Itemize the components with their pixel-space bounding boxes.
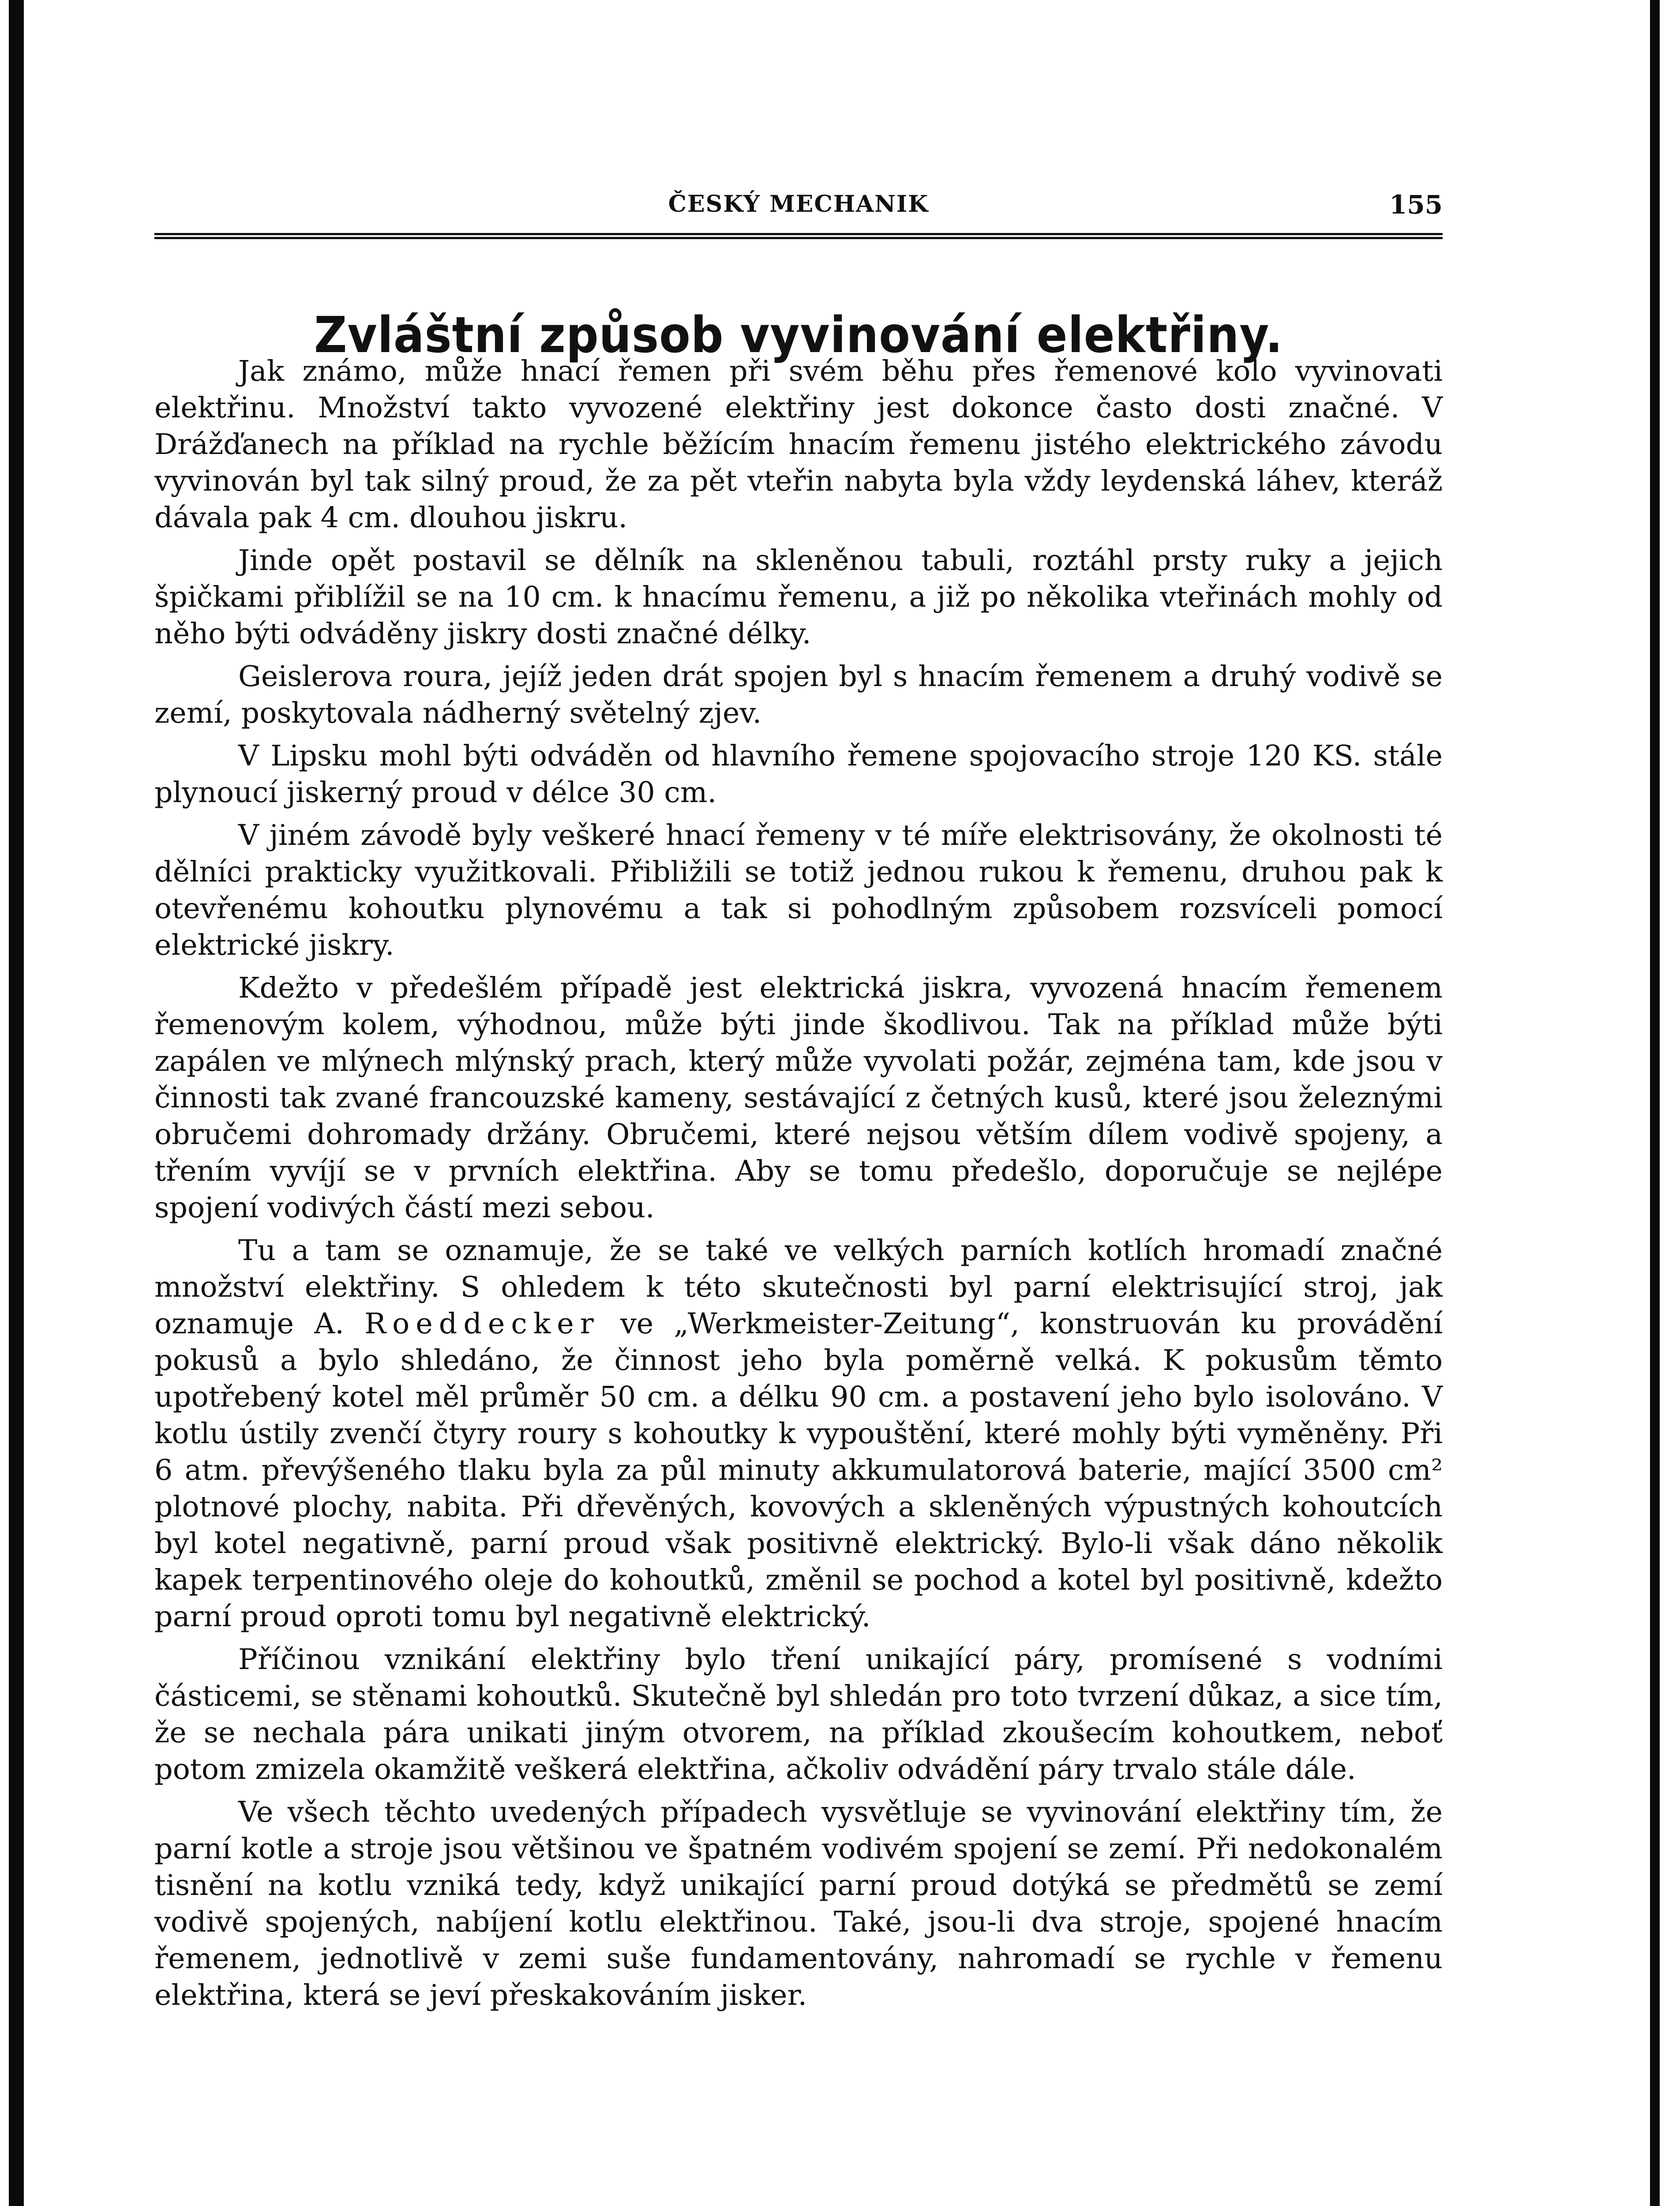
paragraph-1: Jak známo, může hnací řemen při svém běhu přes řemenové kolo vyvinovati elektřinu. Množství takto vyvozené elektřiny jest dokonce často dosti značné. V Drážďanech na příklad na rychle běžícím hnacím řemenu jistého elektrického závodu vyvinován byl tak silný proud, že za pět vteřin nabyta byla vždy leydenská láhev, kteráž dávala pak 4 cm. dlouhou jiskru. — [154, 355, 1443, 534]
author-name: Roeddecker — [364, 1307, 600, 1340]
paragraph-3: Geislerova roura, jejíž jeden drát spojen byl s hnacím řemenem a druhý vodivě se zemí, poskytovala nádherný světelný zjev. — [154, 660, 1443, 730]
paragraph-2: Jinde opět postavil se dělník na skleněnou tabuli, roztáhl prsty ruky a jejich špičkami přiblížil se na 10 cm. k hnacímu řemenu, a již po několika vteřinách mohly od něho býti odváděny jiskry dosti značné délky. — [154, 544, 1443, 650]
article-body — [154, 353, 1443, 2020]
article-title: Zvláštní způsob vyvinování elektřiny. — [314, 307, 1283, 364]
paragraph-5: V jiném závodě byly veškeré hnací řemeny v té míře elektrisovány, že okolnosti té dělníci prakticky využitkovali. Přibližili se totiž jednou rukou k řemenu, druhou pak k otevřenému kohoutku plynovému a tak si pohodlným způsobem rozsvíceli pomocí elektrické jiskry. — [154, 819, 1443, 962]
paragraph-6: Kdežto v předešlém případě jest elektrická jiskra, vyvozená hnacím řemenem řemenovým kolem, výhodnou, může býti jinde škodlivou. Tak na příklad může býti zapálen ve mlýnech mlýnský prach, který může vyvolati požár, zejména tam, kde jsou v činnosti tak zvané francouzské kameny, sestávající z četných kusů, které jsou železnými obručemi dohromady držány. Obručemi, které nejsou větším dílem vodivě spojeny, a třením vyvíjí se v prvních elektřina. Aby se tomu předešlo, doporučuje se nejlépe spojení vodivých částí mezi sebou. — [154, 972, 1443, 1224]
page-header — [154, 185, 1443, 221]
page-number: 155 — [1389, 190, 1443, 220]
paragraph-9: Ve všech těchto uvedených případech vysvětluje se vyvinování elektřiny tím, že parní kotle a stroje jsou většinou ve špatném vodivém spojení se zemí. Při nedokonalém tisnění na kotlu vzniká tedy, když unikající parní proud dotýká se předmětů se zemí vodivě spojených, nabíjení kotlu elektřinou. Také, jsou-li dva stroje, spojené hnacím řemenem, jednotlivě v zemi suše fundamentovány, nahromadí se rychle v řemenu elektřina, která se jeví přeskakováním jisker. — [154, 1796, 1443, 2012]
paragraph-8: Příčinou vznikání elektřiny bylo tření unikající páry, promísené s vodními částicemi, se stěnami kohoutků. Skutečně byl shledán pro toto tvrzení důkaz, a sice tím, že se nechala pára unikati jiným otvorem, na příklad zkoušecím kohoutkem, neboť potom zmizela okamžitě veškerá elektřina, ačkoliv odvádění páry trvalo stále dále. — [154, 1643, 1443, 1786]
header-double-rule — [154, 233, 1443, 239]
paragraph-7-start: Tu a tam se oznamuje, že se také ve velkých parních kotlích hromadí značné množství elektřiny. S ohledem k této skutečnosti byl parní elektrisující stroj, jak oznamuje A. — [154, 1234, 1443, 1340]
paragraph-7 — [154, 1232, 1443, 1635]
paragraph-7-end: ve „Werkmeister-Zeitung“, konstruován ku provádění pokusů a bylo shledáno, že činnost jeho byla poměrně velká. K pokusům těmto upotřebený kotel měl průměr 50 cm. a délku 90 cm. a postavení jeho bylo isolováno. V kotlu ústily zvenčí čtyry roury s kohoutky k vypouštění, které mohly býti vyměněny. Při 6 atm. převýšeného tlaku byla za půl minuty akkumulatorová baterie, mající 3500 cm² plotnové plochy, nabita. Při dřevěných, kovových a skleněných výpustných kohoutcích byl kotel negativně, parní proud však positivně elektrický. Bylo-li však dáno několik kapek terpentinového oleje do kohoutků, změnil se pochod a kotel byl positivně, kdežto parní proud oproti tomu byl negativně elektrický. — [154, 1307, 1443, 1633]
paragraph-4: V Lipsku mohl býti odváděn od hlavního řemene spojovacího stroje 120 KS. stále plynoucí jiskerný proud v délce 30 cm. — [154, 739, 1443, 809]
running-title: ČESKÝ MECHANIK — [668, 191, 929, 218]
